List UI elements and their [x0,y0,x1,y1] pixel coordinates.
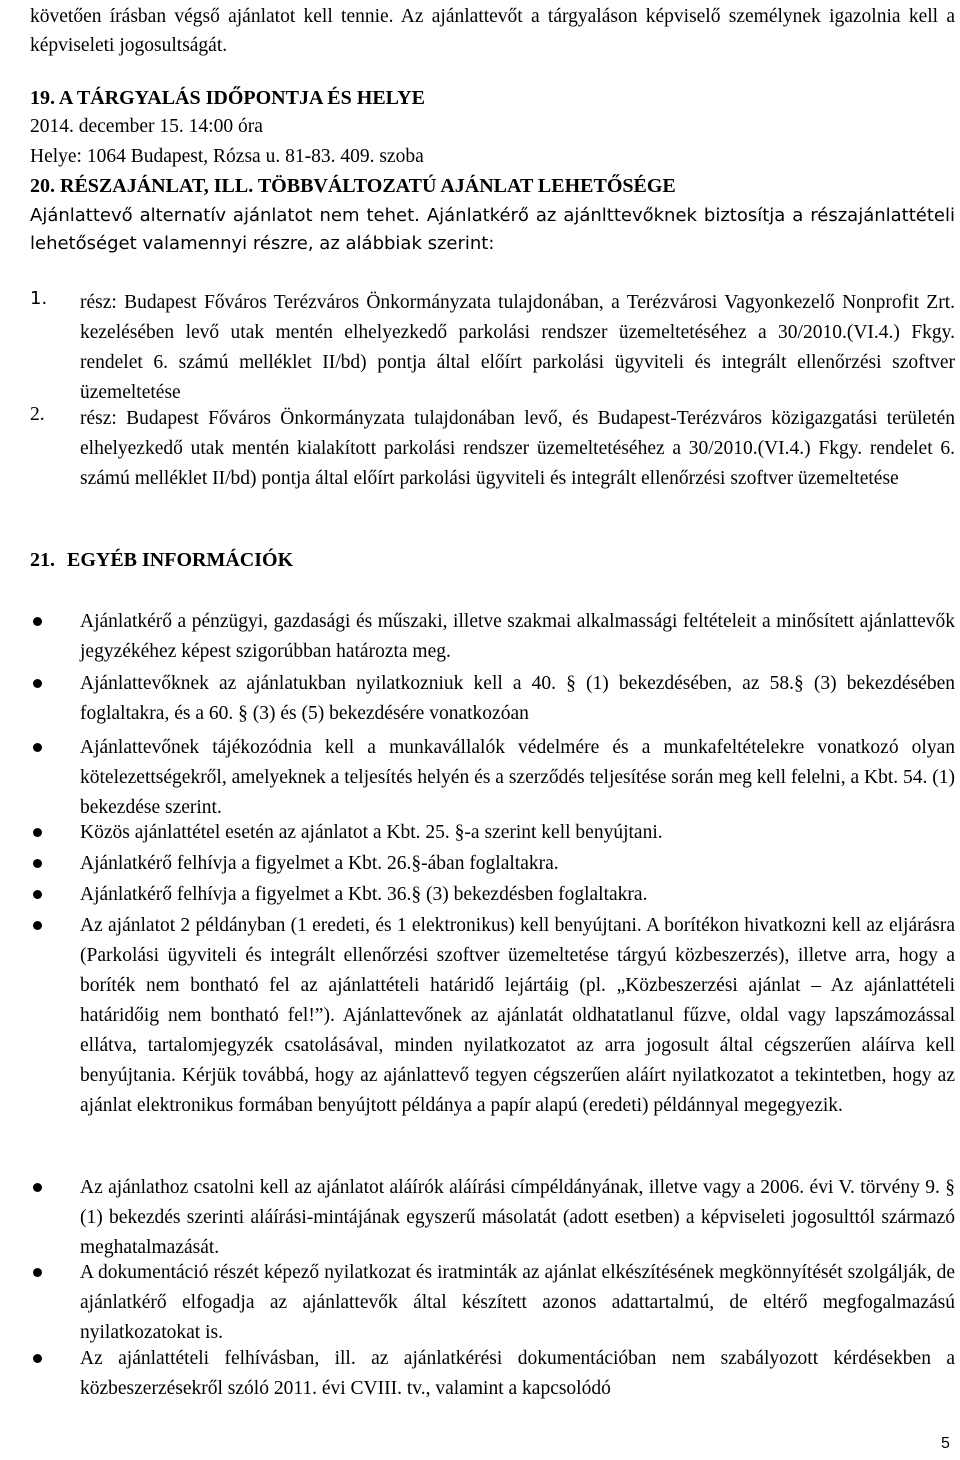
section-19-heading: 19. A TÁRGYALÁS IDŐPONTJA ÉS HELYE [30,87,425,109]
list-item: A dokumentáció részét képező nyilatkozat és iratminták az ajánlat elkészítésének megkönnyítését szolgálják, de ajánlatkérő elfogadja az ajánlattevők által készített azonos adattartalmú, de eltérő megfogalmazású nyilatkozatokat is. [80,1262,955,1343]
section-21-title: EGYÉB INFORMÁCIÓK [67,549,294,571]
bullet-icon [33,828,42,837]
section-20-item-2-number: 2. [30,404,45,425]
bullet-icon [33,1268,42,1277]
section-21-number: 21. [30,549,55,571]
section-19-date: 2014. december 15. 14:00 óra [30,116,263,137]
bullet-icon [33,743,42,752]
section-20-heading: 20. RÉSZAJÁNLAT, ILL. TÖBBVÁLTOZATÚ AJÁNLAT LEHETŐSÉGE [30,175,676,197]
list-item: Ajánlattevőnek tájékozódnia kell a munkavállalók védelmére és a munkafeltételekre vonatkozó olyan kötelezettségekről, amelyeknek a teljesítés helyén és a szerződés teljesítése során meg kell felelni, a Kbt. 54. (1) bekezdése szerint. [80,737,955,818]
list-item: Közös ajánlattétel esetén az ajánlatot a Kbt. 25. §-a szerint kell benyújtani. [80,822,663,843]
section-19-place: Helye: 1064 Budapest, Rózsa u. 81-83. 409. szoba [30,146,424,167]
list-item: Ajánlatkérő felhívja a figyelmet a Kbt. 36.§ (3) bekezdésben foglaltakra. [80,884,648,905]
list-item: Az ajánlattételi felhívásban, ill. az ajánlatkérési dokumentációban nem szabályozott kérdésekben a közbeszerzésekről szóló 2011. évi CVIII. tv., valamint a kapcsolódó [80,1348,955,1399]
intro-paragraph: követően írásban végső ajánlatot kell tennie. Az ajánlattevőt a tárgyaláson képviselő személynek igazolnia kell a képviseleti jogosultságát. [30,6,955,56]
bullet-icon [33,1183,42,1192]
bullet-icon [33,890,42,899]
section-20-item-1: rész: Budapest Főváros Terézváros Önkormányzata tulajdonában, a Terézvárosi Vagyonkezelő Nonprofit Zrt. kezelésében levő utak mentén elhelyezkedő parkolási rendszer üzemeltetéséhez a 30/2010.(VI.4.) Fkgy. rendelet 6. számú melléklet II/bd) pontja által előírt parkolási ügyviteli és integrált ellenőrzési szoftver üzemeltetése [80,292,955,403]
section-20-item-1-number: 1. [30,288,48,309]
list-item: Ajánlatkérő a pénzügyi, gazdasági és műszaki, illetve szakmai alkalmassági feltételeit a minősített ajánlattevők jegyzékéhez képest szigorúbban határozta meg. [80,611,955,662]
bullet-icon [33,921,42,930]
bullet-icon [33,1354,42,1363]
bullet-icon [33,617,42,626]
section-20-item-2: rész: Budapest Főváros Önkormányzata tulajdonában levő, és Budapest-Terézváros közigazgatási területén elhelyezkedő utak mentén kialakított parkolási rendszer üzemeltetéséhez a 30/2010.(VI.4.) Fkgy. rendelet 6. számú melléklet II/bd) pontja által előírt parkolási ügyviteli és integrált ellenőrzési szoftver üzemeltetése [80,408,955,489]
list-item: Ajánlattevőknek az ajánlatukban nyilatkozniuk kell a 40. § (1) bekezdésében, az 58.§ (3) bekezdésében foglaltakra, és a 60. § (3) és (5) bekezdésére vonatkozóan [80,673,955,724]
section-20-text: Ajánlattevő alternatív ajánlatot nem tehet. Ajánlatkérő az ajánlttevőknek biztosítja a részajánlattételi lehetőséget valamennyi részre, az alábbiak szerint: [30,205,955,254]
bullet-icon [33,859,42,868]
bullet-icon [33,679,42,688]
list-item: Az ajánlatot 2 példányban (1 eredeti, és 1 elektronikus) kell benyújtani. A borítékon hivatkozni kell az eljárásra (Parkolási ügyviteli és integrált ellenőrzési szoftver üzemeltetése tárgyú közbeszerzés), illetve arra, hogy a boríték nem bontható fel az ajánlattételi határidő lejártáig (pl. „Közbeszerzési ajánlat – Az ajánlattételi határidőig nem bontható fel!”). Ajánlattevőnek az ajánlatát oldhatatlanul fűzve, oldal vagy lapszámozással ellátva, tartalomjegyzék csatolásával, minden nyilatkozatot az arra jogosult által cégszerűen aláírva kell benyújtania. Kérjük továbbá, hogy az ajánlattevő tegyen cégszerűen aláírt nyilatkozatot a tekintetben, hogy az ajánlat elektronikus formában benyújtott példánya a papír alapú (eredeti) példánnyal megegyezik. [80,915,955,1116]
list-item: Ajánlatkérő felhívja a figyelmet a Kbt. 26.§-ában foglaltakra. [80,853,559,874]
list-item: Az ajánlathoz csatolni kell az ajánlatot aláírók aláírási címpéldányának, illetve vagy a 2006. évi V. törvény 9. § (1) bekezdés szerinti aláírási-mintájának egyszerű másolatát (adott esetben) a képviseleti jogosulttól származó meghatalmazását. [80,1177,955,1258]
page-number: 5 [941,1435,950,1452]
